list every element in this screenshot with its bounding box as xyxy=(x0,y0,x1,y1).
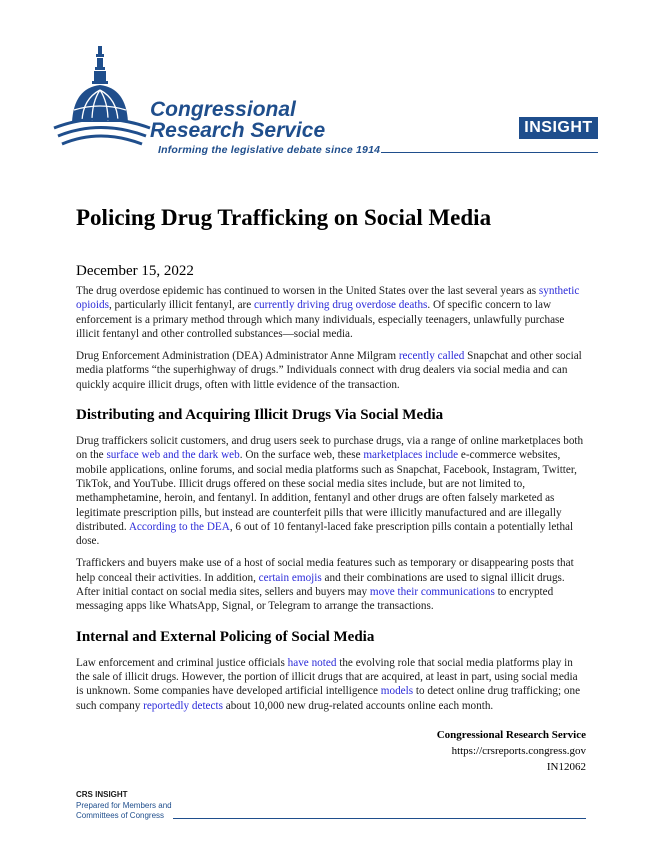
inline-link[interactable]: According to the DEA xyxy=(128,520,230,533)
text-run: The drug overdose epidemic has continued to worsen in the United States over the last several years as xyxy=(76,285,539,297)
text-run: about 10,000 new drug-related accounts online each month. xyxy=(222,699,494,712)
footer-line1: Prepared for Members and xyxy=(76,800,172,810)
section-heading-distributing: Distributing and Acquiring Illicit Drugs Via Social Media xyxy=(76,407,444,424)
document-body xyxy=(76,284,586,721)
text-run: Law enforcement and criminal justice officials xyxy=(76,656,288,669)
text-run: Traffickers and buyers make use of a host of social media features such as temporary or disappearing posts that help conceal their activities. In addition, xyxy=(76,557,574,584)
text-run: Drug Enforcement Administration (DEA) Administrator Anne Milgram xyxy=(76,350,399,363)
footer-title: CRS INSIGHT xyxy=(76,790,128,799)
inline-link[interactable]: surface web and the dark web xyxy=(106,449,240,462)
footer-rule xyxy=(173,818,586,819)
signature-org: Congressional Research Service xyxy=(436,729,586,741)
text-run: . Of specific concern to law enforcement is a primary method through which many individuals, especially teenagers, unlawfully purchase illicit fentanyl and other controlled substances—social media. xyxy=(76,299,565,340)
footer-line2: Committees of Congress xyxy=(76,811,165,820)
signature-url[interactable]: https://crsreports.congress.gov xyxy=(451,745,586,757)
org-name-line1: Congressional xyxy=(150,98,296,121)
inline-link[interactable]: currently driving drug overdose deaths xyxy=(254,299,428,312)
inline-link[interactable]: models xyxy=(380,685,414,698)
footer xyxy=(76,790,172,822)
text-run: to detect online drug trafficking; one such company xyxy=(76,685,581,712)
text-run: to encrypted messaging apps like WhatsApp, Signal, or Telegram to arrange the transactions. xyxy=(76,586,554,613)
paragraph-2 xyxy=(76,349,586,392)
paragraph-4 xyxy=(76,556,586,613)
inline-link[interactable]: synthetic opioids xyxy=(76,285,580,312)
text-run: e-commerce websites, mobile applications, online forums, and social media platforms such as Snapchat, Facebook, Instagram, Twitter, TikTok, and YouTube. Illicit drugs offered on these social media sites include, but are not limited to, methamphetamine, heroin, and fentanyl. In addition, fentanyl and other drugs are often falsely marketed as legitimate prescription pills, but instead are counterfeit pills that were illicitly manufactured and are illegally distributed. xyxy=(76,449,577,533)
document-title: Policing Drug Trafficking on Social Media xyxy=(76,205,492,230)
text-run: Drug traffickers solicit customers, and drug users seek to purchase drugs, via a range of online marketplaces both on the xyxy=(76,435,584,462)
inline-link[interactable]: move their communications xyxy=(369,586,495,599)
text-run: the evolving role that social media platforms play in the sale of illicit drugs. However, the portion of illicit drugs that are acquired, at least in part, using social media is unknown. Some companies have developed artificial intelligence xyxy=(76,656,578,698)
text-run: and their combinations are used to signal illicit drugs. After initial contact on social media sites, sellers and buyers may xyxy=(76,571,565,599)
inline-link[interactable]: marketplaces include xyxy=(363,449,459,462)
inline-link[interactable]: recently called xyxy=(398,350,465,363)
paragraph-1 xyxy=(76,284,586,341)
signature-product-id: IN12062 xyxy=(546,761,586,773)
text-run: , particularly illicit fentanyl, are xyxy=(108,299,255,312)
section-heading-policing: Internal and External Policing of Social Media xyxy=(76,628,375,645)
paragraph-5 xyxy=(76,656,586,713)
inline-link[interactable]: reportedly detects xyxy=(143,699,223,712)
tagline-rule xyxy=(381,152,598,153)
document-date: December 15, 2022 xyxy=(76,263,194,279)
text-run: , 6 out of 10 fentanyl-laced fake prescription pills contain a potentially lethal dose. xyxy=(76,520,574,548)
insight-badge: INSIGHT xyxy=(519,117,598,139)
paragraph-3 xyxy=(76,434,586,548)
signature-block xyxy=(380,727,586,775)
capitol-dome-logo-icon xyxy=(52,44,152,154)
inline-link[interactable]: have noted xyxy=(287,656,337,669)
text-run: Snapchat and other social media platforms “the superhighway of drugs.” Individuals connect with drug dealers via social media and can quickly acquire illicit drugs, often with little evidence of the transaction. xyxy=(76,350,582,391)
inline-link[interactable]: certain emojis xyxy=(258,571,322,584)
text-run: . On the surface web, these xyxy=(239,449,364,462)
org-name-line2: Research Service xyxy=(150,119,326,142)
org-tagline: Informing the legislative debate since 1914 xyxy=(158,144,381,156)
